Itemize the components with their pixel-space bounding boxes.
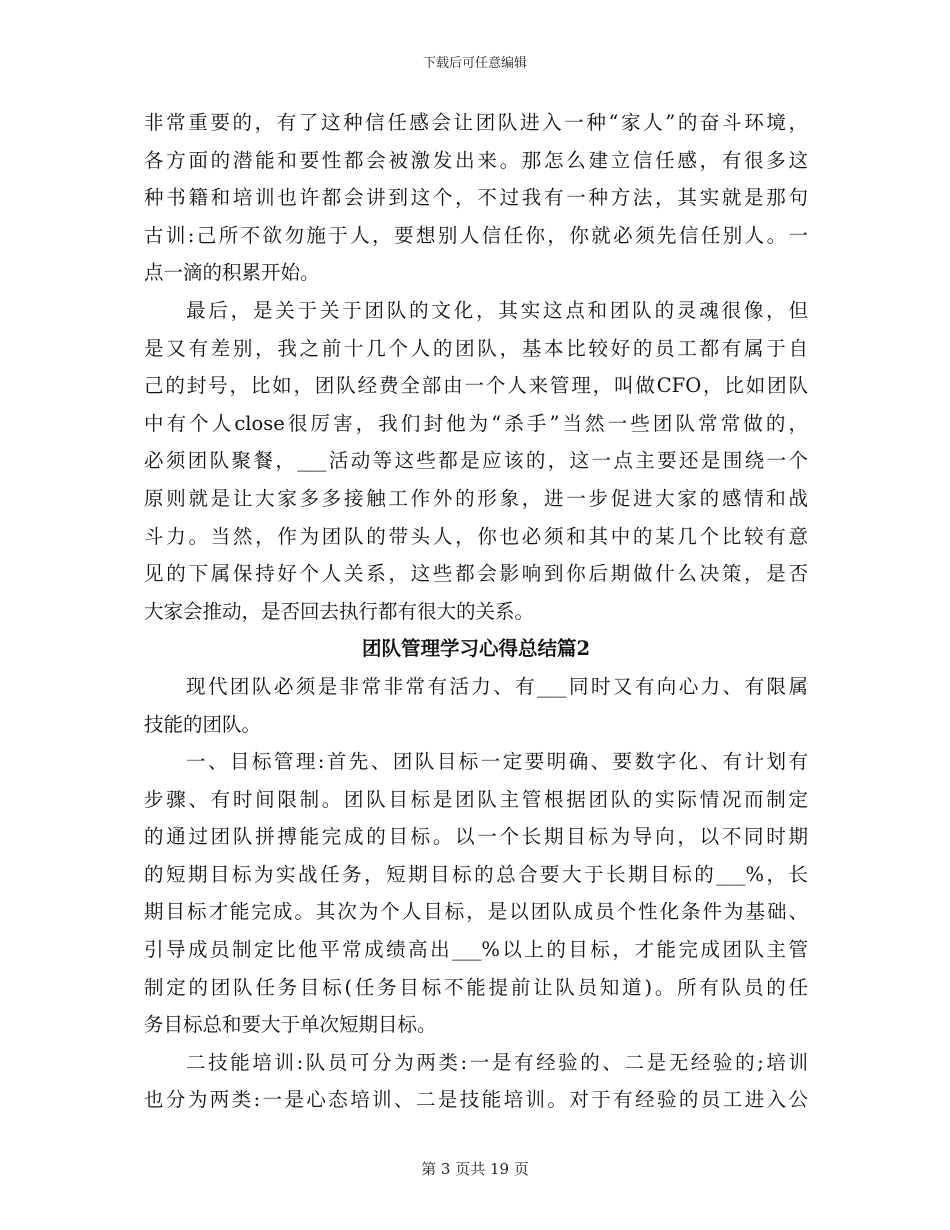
text-line: 的短期目标为实战任务，短期目标的总合要大于长期目标的___%，长 (144, 862, 808, 886)
document-body (144, 104, 808, 1119)
paragraph (144, 104, 808, 292)
text-line: 技能的团队。 (144, 712, 262, 736)
text-line: 最后，是关于关于团队的文化，其实这点和团队的灵魂很像，但 (186, 298, 808, 322)
page-footer: 第 3 页共 19 页 (421, 1160, 529, 1178)
text-line: 务目标总和要大于单次短期目标。 (144, 1013, 437, 1037)
text-line: 中有个人close很厉害，我们封他为“杀手”当然一些团队常常做的， (144, 411, 808, 435)
text-line: 原则就是让大家多多接触工作外的形象，进一步促进大家的感情和战 (144, 486, 808, 510)
text-line: 二技能培训:队员可分为两类:一是有经验的、二是无经验的;培训 (186, 1050, 808, 1074)
paragraph (144, 292, 808, 630)
text-line: 步骤、有时间限制。团队目标是团队主管根据团队的实际情况而制定 (144, 787, 808, 811)
text-line: 制定的团队任务目标(任务目标不能提前让队员知道)。所有队员的任 (144, 975, 808, 999)
text-line: 一、目标管理:首先、团队目标一定要明确、要数字化、有计划有 (186, 750, 808, 774)
text-line: 见的下属保持好个人关系，这些都会影响到你后期做什么决策，是否 (144, 562, 808, 586)
paragraph (144, 1044, 808, 1119)
text-line: 种书籍和培训也许都会讲到这个，不过我有一种方法，其实就是那句 (144, 186, 808, 210)
text-line: 己的封号，比如，团队经费全部由一个人来管理，叫做CFO，比如团队 (144, 374, 808, 398)
text-line: 现代团队必须是非常非常有活力、有___同时又有向心力、有限属 (186, 674, 808, 698)
text-line: 各方面的潜能和要性都会被激发出来。那怎么建立信任感，有很多这 (144, 148, 808, 172)
text-line: 必须团队聚餐，___活动等这些都是应该的，这一点主要还是围绕一个 (144, 449, 808, 473)
text-line: 点一滴的积累开始。 (144, 261, 320, 285)
page-header: 下载后可任意编辑 (422, 56, 527, 71)
text-line: 引导成员制定比他平常成绩高出___%以上的目标，才能完成团队主管 (144, 938, 808, 962)
paragraph (144, 668, 808, 743)
text-line: 斗力。当然，作为团队的带头人，你也必须和其中的某几个比较有意 (144, 524, 808, 548)
text-line: 也分为两类:一是心态培训、二是技能培训。对于有经验的员工进入公 (144, 1088, 808, 1112)
text-line: 是又有差别，我之前十几个人的团队，基本比较好的员工都有属于自 (144, 336, 808, 360)
text-line: 大家会推动，是否回去执行都有很大的关系。 (144, 599, 535, 623)
section-heading: 团队管理学习心得总结篇2 (361, 637, 591, 661)
text-line: 期目标才能完成。其次为个人目标，是以团队成员个性化条件为基础、 (144, 900, 808, 924)
text-line: 的通过团队拼搏能完成的目标。以一个长期目标为导向，以不同时期 (144, 825, 808, 849)
text-line: 非常重要的，有了这种信任感会让团队进入一种“家人”的奋斗环境， (144, 111, 808, 134)
paragraph (144, 743, 808, 1044)
text-line: 古训:己所不欲勿施于人，要想别人信任你，你就必须先信任别人。一 (144, 223, 808, 247)
